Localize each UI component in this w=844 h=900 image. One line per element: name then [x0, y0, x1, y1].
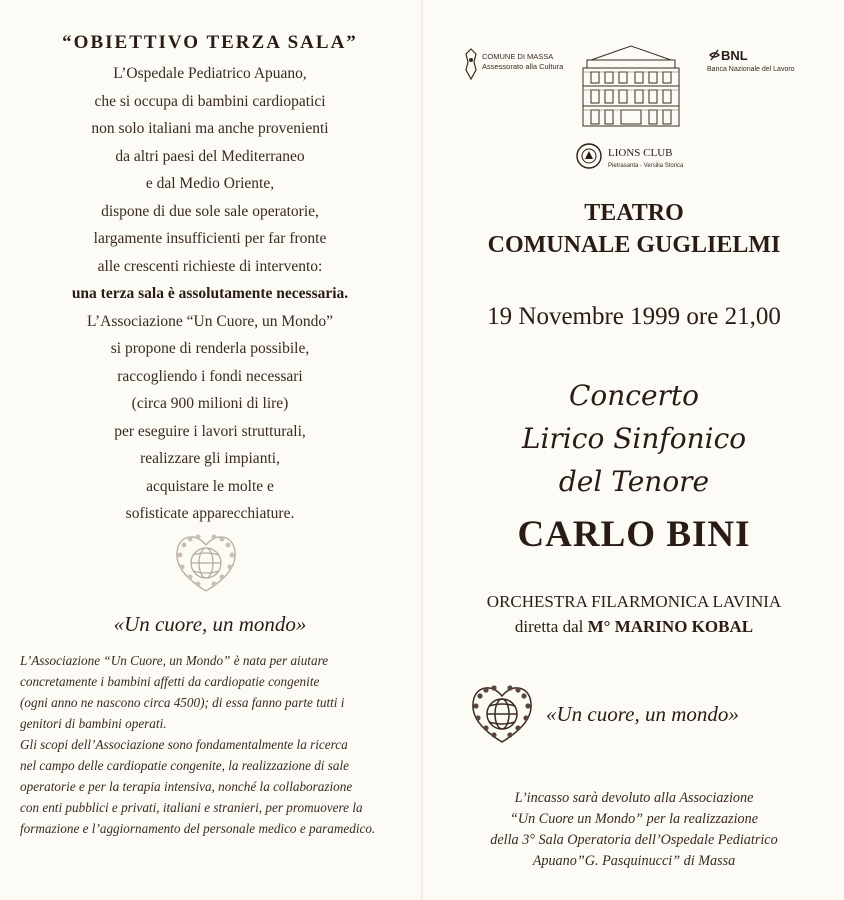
motto-right: «Un cuore, un mondo»	[546, 702, 739, 726]
paragraph-line: che si occupa di bambini cardiopatici	[94, 92, 326, 110]
objective-title: “OBIETTIVO TERZA SALA”	[62, 32, 358, 53]
association-line: nel campo delle cardiopatie congenite, la realizzazione di sale	[20, 758, 350, 773]
event-date: 19 Novembre 1999 ore 21,00	[487, 303, 781, 330]
massa-crest-icon	[464, 48, 478, 80]
paragraph-line: L’Ospedale Pediatrico Apuano,	[113, 65, 307, 82]
concert-title	[424, 374, 844, 503]
proceeds-line: della 3° Sala Operatoria dell’Ospedale Pediatrico	[490, 832, 778, 848]
paragraph-line: alle crescenti richieste di intervento:	[97, 257, 323, 275]
heart-globe-logo-icon	[466, 676, 538, 748]
paragraph-line: acquistare le molte e	[146, 477, 274, 495]
conductor-line	[424, 617, 844, 637]
left-panel	[0, 0, 420, 900]
paragraph-line: realizzare gli impianti,	[140, 450, 280, 467]
paragraph-line: (circa 900 milioni di lire)	[131, 395, 289, 412]
sponsor-bnl	[707, 48, 837, 80]
lions-name: LIONS CLUB	[608, 147, 673, 159]
massa-line1: COMUNE DI MASSA	[482, 52, 554, 61]
bnl-subtitle: Banca Nazionale del Lavoro	[707, 66, 795, 73]
paragraph-line: da altri paesi del Mediterraneo	[115, 147, 305, 165]
orchestra-name: ORCHESTRA FILARMONICA LAVINIA	[486, 592, 782, 611]
bnl-logo-icon	[709, 49, 720, 61]
proceeds-line: Apuano”G. Pasquinucci” di Massa	[532, 853, 736, 869]
tenor-name: CARLO BINI	[517, 514, 751, 555]
association-line: genitori di bambini operati.	[20, 716, 167, 731]
association-line: concretamente i bambini affetti da cardiopatie congenite	[20, 674, 320, 689]
sponsor-comune-massa	[464, 46, 574, 86]
theatre-name	[424, 197, 844, 261]
association-text	[20, 650, 400, 839]
association-line: L’Associazione “Un Cuore, un Mondo” è nata per aiutare	[20, 653, 329, 668]
concert-line1: Concerto	[568, 379, 700, 412]
paragraph-line: dispone di due sole sale operatorie,	[101, 202, 319, 220]
heart-globe-logo-icon	[170, 525, 242, 597]
association-line: operatorie e per la terapia intensiva, nonché la collaborazione	[20, 779, 353, 794]
association-line: formazione e l’aggiornamento del personale medico e paramedico.	[20, 821, 376, 836]
lions-subtitle: Pietrasanta - Versilia Storica	[608, 163, 684, 169]
objective-paragraph	[10, 60, 410, 528]
motto-left: «Un cuore, un mondo»	[113, 612, 307, 636]
concert-line3: del Tenore	[558, 465, 710, 498]
paragraph-line: sofisticate apparecchiature.	[125, 505, 295, 522]
paragraph-line: non solo italiani ma anche provenienti	[91, 120, 329, 137]
theatre-line2: COMUNALE GUGLIELMI	[487, 232, 781, 258]
paragraph-line: largamente insufficienti per far fronte	[93, 230, 327, 247]
conductor-name: M° MARINO KOBAL	[587, 617, 754, 636]
theatre-building-icon	[577, 42, 685, 130]
proceeds-line: L’incasso sarà devoluto alla Associazione	[514, 790, 754, 806]
lions-club-emblem-icon	[576, 143, 602, 169]
paragraph-line: L’Associazione “Un Cuore, un Mondo”	[86, 312, 334, 330]
sponsor-lions-club	[576, 143, 716, 177]
proceeds-note	[424, 788, 844, 872]
paragraph-line: e dal Medio Oriente,	[145, 175, 275, 192]
association-line: con enti pubblici e privati, italiani e stranieri, per promuovere la	[20, 800, 363, 815]
association-line: (ogni anno ne nascono circa 4500); di essa fanno parte tutti i	[20, 695, 345, 710]
theatre-line1: TEATRO	[584, 200, 684, 226]
massa-line2: Assessorato alla Cultura	[482, 62, 564, 71]
highlight-line: una terza sala è assolutamente necessaria.	[71, 285, 349, 302]
association-line: Gli scopi dell’Associazione sono fondamentalmente la ricerca	[20, 737, 348, 752]
paragraph-line: raccogliendo i fondi necessari	[117, 367, 303, 385]
conductor-prefix: diretta dal	[514, 617, 584, 636]
right-panel	[424, 0, 844, 900]
concert-line2: Lirico Sinfonico	[521, 422, 747, 455]
paragraph-line: per eseguire i lavori strutturali,	[114, 422, 306, 440]
fold-line	[421, 0, 423, 900]
proceeds-line: “Un Cuore un Mondo” per la realizzazione	[509, 811, 759, 827]
paragraph-line: si propone di renderla possibile,	[110, 340, 310, 357]
bnl-name: BNL	[721, 48, 748, 63]
